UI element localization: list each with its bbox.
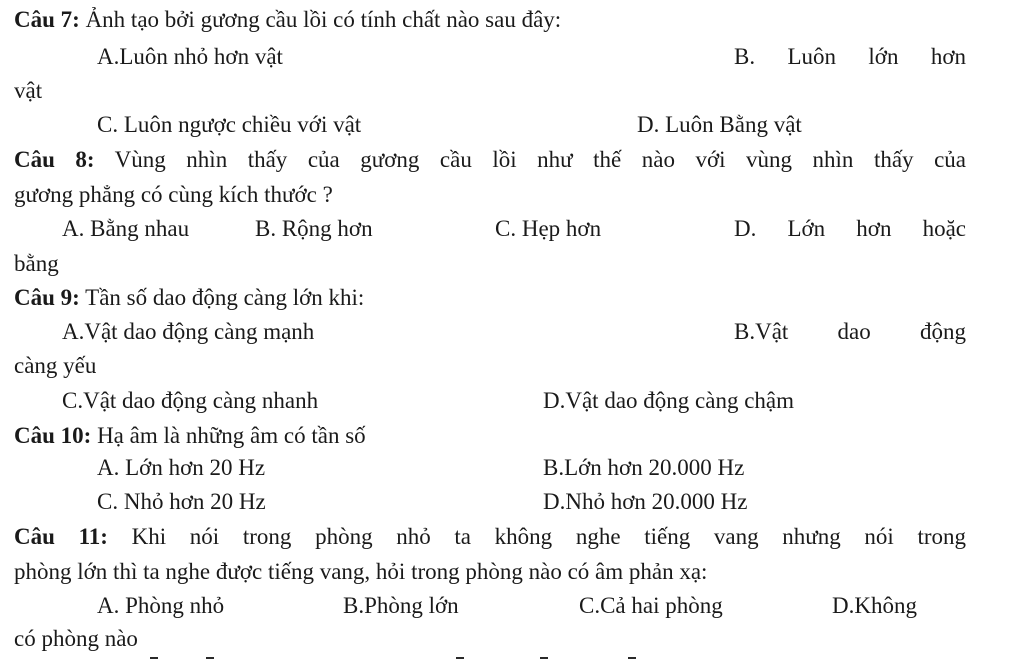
question-11-text-continued: phòng lớn thì ta nghe được tiếng vang, hỏi trong phòng nào có âm phản xạ:	[14, 559, 708, 584]
question-8-option-d: D. Lớn hơn hoặc	[734, 216, 966, 241]
question-9-option-c: C.Vật dao động càng nhanh	[62, 388, 319, 413]
question-11-option-c: C.Cả hai phòng	[579, 593, 723, 618]
question-10	[14, 421, 366, 451]
question-10-label: Câu 10:	[14, 423, 92, 448]
question-7-option-c: C. Luôn ngược chiều với vật	[97, 112, 362, 137]
question-8-text: Vùng nhìn thấy của gương cầu lồi như thế nào với vùng nhìn thấy của	[94, 147, 966, 172]
question-7-option-d: D. Luôn Bằng vật	[637, 112, 802, 137]
question-11-text: Khi nói trong phòng nhỏ ta không nghe tiếng vang nhưng nói trong	[107, 524, 966, 549]
question-10-option-b: B.Lớn hơn 20.000 Hz	[543, 455, 745, 480]
question-8-option-d-continued: bằng	[14, 251, 59, 276]
question-7-option-a: A.Luôn nhỏ hơn vật	[97, 44, 283, 69]
question-8-option-b: B. Rộng hơn	[255, 216, 373, 241]
question-7-text: Ảnh tạo bởi gương cầu lồi có tính chất nào sau đây:	[79, 7, 562, 32]
question-8-option-c: C. Hẹp hơn	[495, 216, 602, 241]
cropped-top-text	[0, 0, 1024, 2]
question-11-option-d-continued: có phòng nào	[14, 626, 138, 651]
question-9-option-b-continued: càng yếu	[14, 353, 97, 378]
question-11-option-b: B.Phòng lớn	[343, 593, 459, 618]
question-8-text-continued: gương phẳng có cùng kích thước ?	[14, 182, 333, 207]
question-11-option-a: A. Phòng nhỏ	[97, 593, 225, 618]
question-9-option-b: B.Vật dao động	[734, 319, 966, 344]
question-11-option-d: D.Không	[832, 593, 917, 618]
question-9-label: Câu 9:	[14, 285, 80, 310]
question-7	[14, 5, 561, 35]
question-7-option-b-continued: vật	[14, 78, 43, 103]
cropped-bottom-text	[0, 652, 1024, 659]
question-7-label: Câu 7:	[14, 7, 80, 32]
question-10-option-a: A. Lớn hơn 20 Hz	[97, 455, 266, 480]
question-9-option-a: A.Vật dao động càng mạnh	[62, 319, 315, 344]
question-9-option-d: D.Vật dao động càng chậm	[543, 388, 795, 413]
question-8-label: Câu 8:	[14, 147, 95, 172]
question-10-option-d: D.Nhỏ hơn 20.000 Hz	[543, 489, 748, 514]
question-10-option-c: C. Nhỏ hơn 20 Hz	[97, 489, 266, 514]
question-8	[14, 145, 966, 175]
question-10-text: Hạ âm là những âm có tần số	[91, 423, 366, 448]
question-11-label: Câu 11:	[14, 524, 108, 549]
question-9-text: Tần số dao động càng lớn khi:	[79, 285, 365, 310]
question-7-option-b: B. Luôn lớn hơn	[734, 44, 966, 69]
question-9	[14, 283, 364, 313]
question-11	[14, 522, 966, 552]
question-8-option-a: A. Bằng nhau	[62, 216, 190, 241]
